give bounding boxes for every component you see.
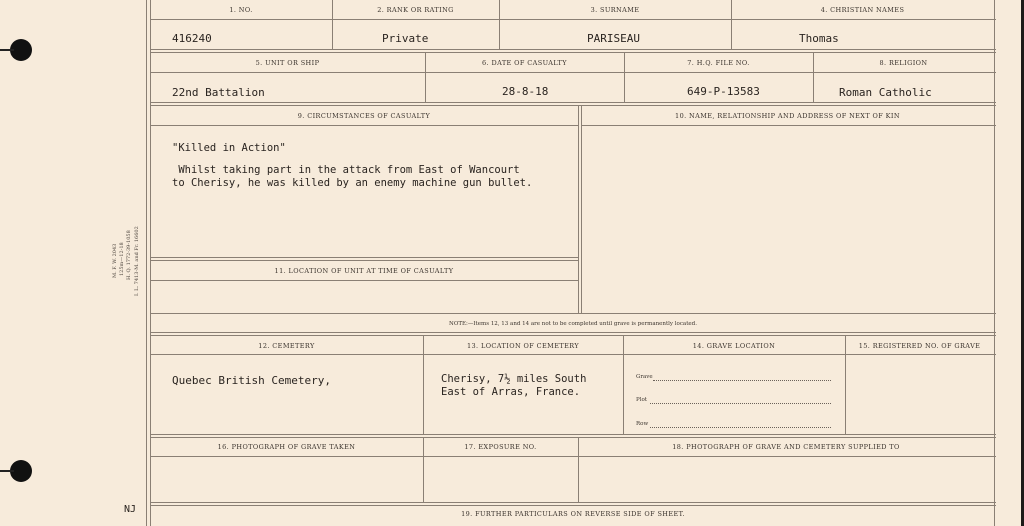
header-location-unit: 11. LOCATION OF UNIT AT TIME OF CASUALTY: [274, 267, 454, 275]
header-photo-taken: 16. PHOTOGRAPH OF GRAVE TAKEN: [217, 443, 356, 451]
header-grave-location: 14. GRAVE LOCATION: [692, 342, 776, 350]
header-next-of-kin: 10. NAME, RELATIONSHIP AND ADDRESS OF NEXT OF KIN: [675, 112, 900, 120]
header-exposure: 17. EXPOSURE NO.: [464, 443, 537, 451]
cemetery-location-line-2: East of Arras, France.: [441, 386, 581, 398]
plot-label: Plot: [636, 397, 647, 403]
row-label: Row: [636, 421, 649, 427]
header-hq-file: 7. H.Q. FILE NO.: [687, 59, 750, 67]
note-text: NOTE:—Items 12, 13 and 14 are not to be completed until grave is permanently located.: [449, 321, 697, 327]
surname-value: PARISEAU: [587, 32, 640, 45]
header-surname: 3. SURNAME: [590, 6, 640, 14]
hq-file-value: 649-P-13583: [687, 85, 760, 98]
circumstances-line-2: to Cherisy, he was killed by an enemy machine gun bullet.: [172, 177, 533, 189]
binder-line-top: [0, 49, 14, 51]
rank-value: Private: [382, 32, 429, 45]
form-il-text: I. L. 7413-M. and Fr. 16602: [134, 226, 140, 296]
form-hq-text: H. Q. 1772-39-1058: [126, 230, 132, 280]
header-no: 1. NO.: [229, 6, 253, 14]
grave-label: Grave: [636, 374, 653, 380]
header-photo-supplied: 18. PHOTOGRAPH OF GRAVE AND CEMETERY SUPPLIED TO: [672, 443, 900, 451]
header-further-particulars: 19. FURTHER PARTICULARS ON REVERSE SIDE OF SHEET.: [461, 510, 685, 518]
unit-value: 22nd Battalion: [172, 86, 265, 99]
header-unit: 5. UNIT OR SHIP: [255, 59, 320, 67]
header-christian-names: 4. CHRISTIAN NAMES: [820, 6, 905, 14]
header-cemetery: 12. CEMETERY: [258, 342, 315, 350]
header-date: 6. DATE OF CASUALTY: [482, 59, 567, 67]
initials: NJ: [124, 504, 137, 515]
cemetery-value: Quebec British Cemetery,: [172, 374, 331, 387]
header-registered-no: 15. REGISTERED NO. OF GRAVE: [858, 342, 981, 350]
circumstances-line-1: Whilst taking part in the attack from East of Wancourt: [172, 164, 520, 176]
religion-value: Roman Catholic: [839, 86, 932, 99]
christian-names-value: Thomas: [799, 32, 839, 45]
header-circumstances: 9. CIRCUMSTANCES OF CASUALTY: [297, 112, 431, 120]
binder-line-bottom: [0, 470, 14, 472]
cemetery-location-line-1: Cherisy, 7½ miles South: [441, 373, 587, 385]
date-value: 28-8-18: [502, 85, 549, 98]
service-number: 416240: [172, 32, 212, 45]
form-print-text: 125m—12-18: [119, 242, 125, 276]
header-religion: 8. RELIGION: [879, 59, 928, 67]
header-location-cemetery: 13. LOCATION OF CEMETERY: [466, 342, 580, 350]
header-rank: 2. RANK OR RATING: [377, 6, 454, 14]
circumstances-title: "Killed in Action": [172, 142, 286, 154]
form-number-text: M. F. W. 2043: [112, 243, 118, 278]
